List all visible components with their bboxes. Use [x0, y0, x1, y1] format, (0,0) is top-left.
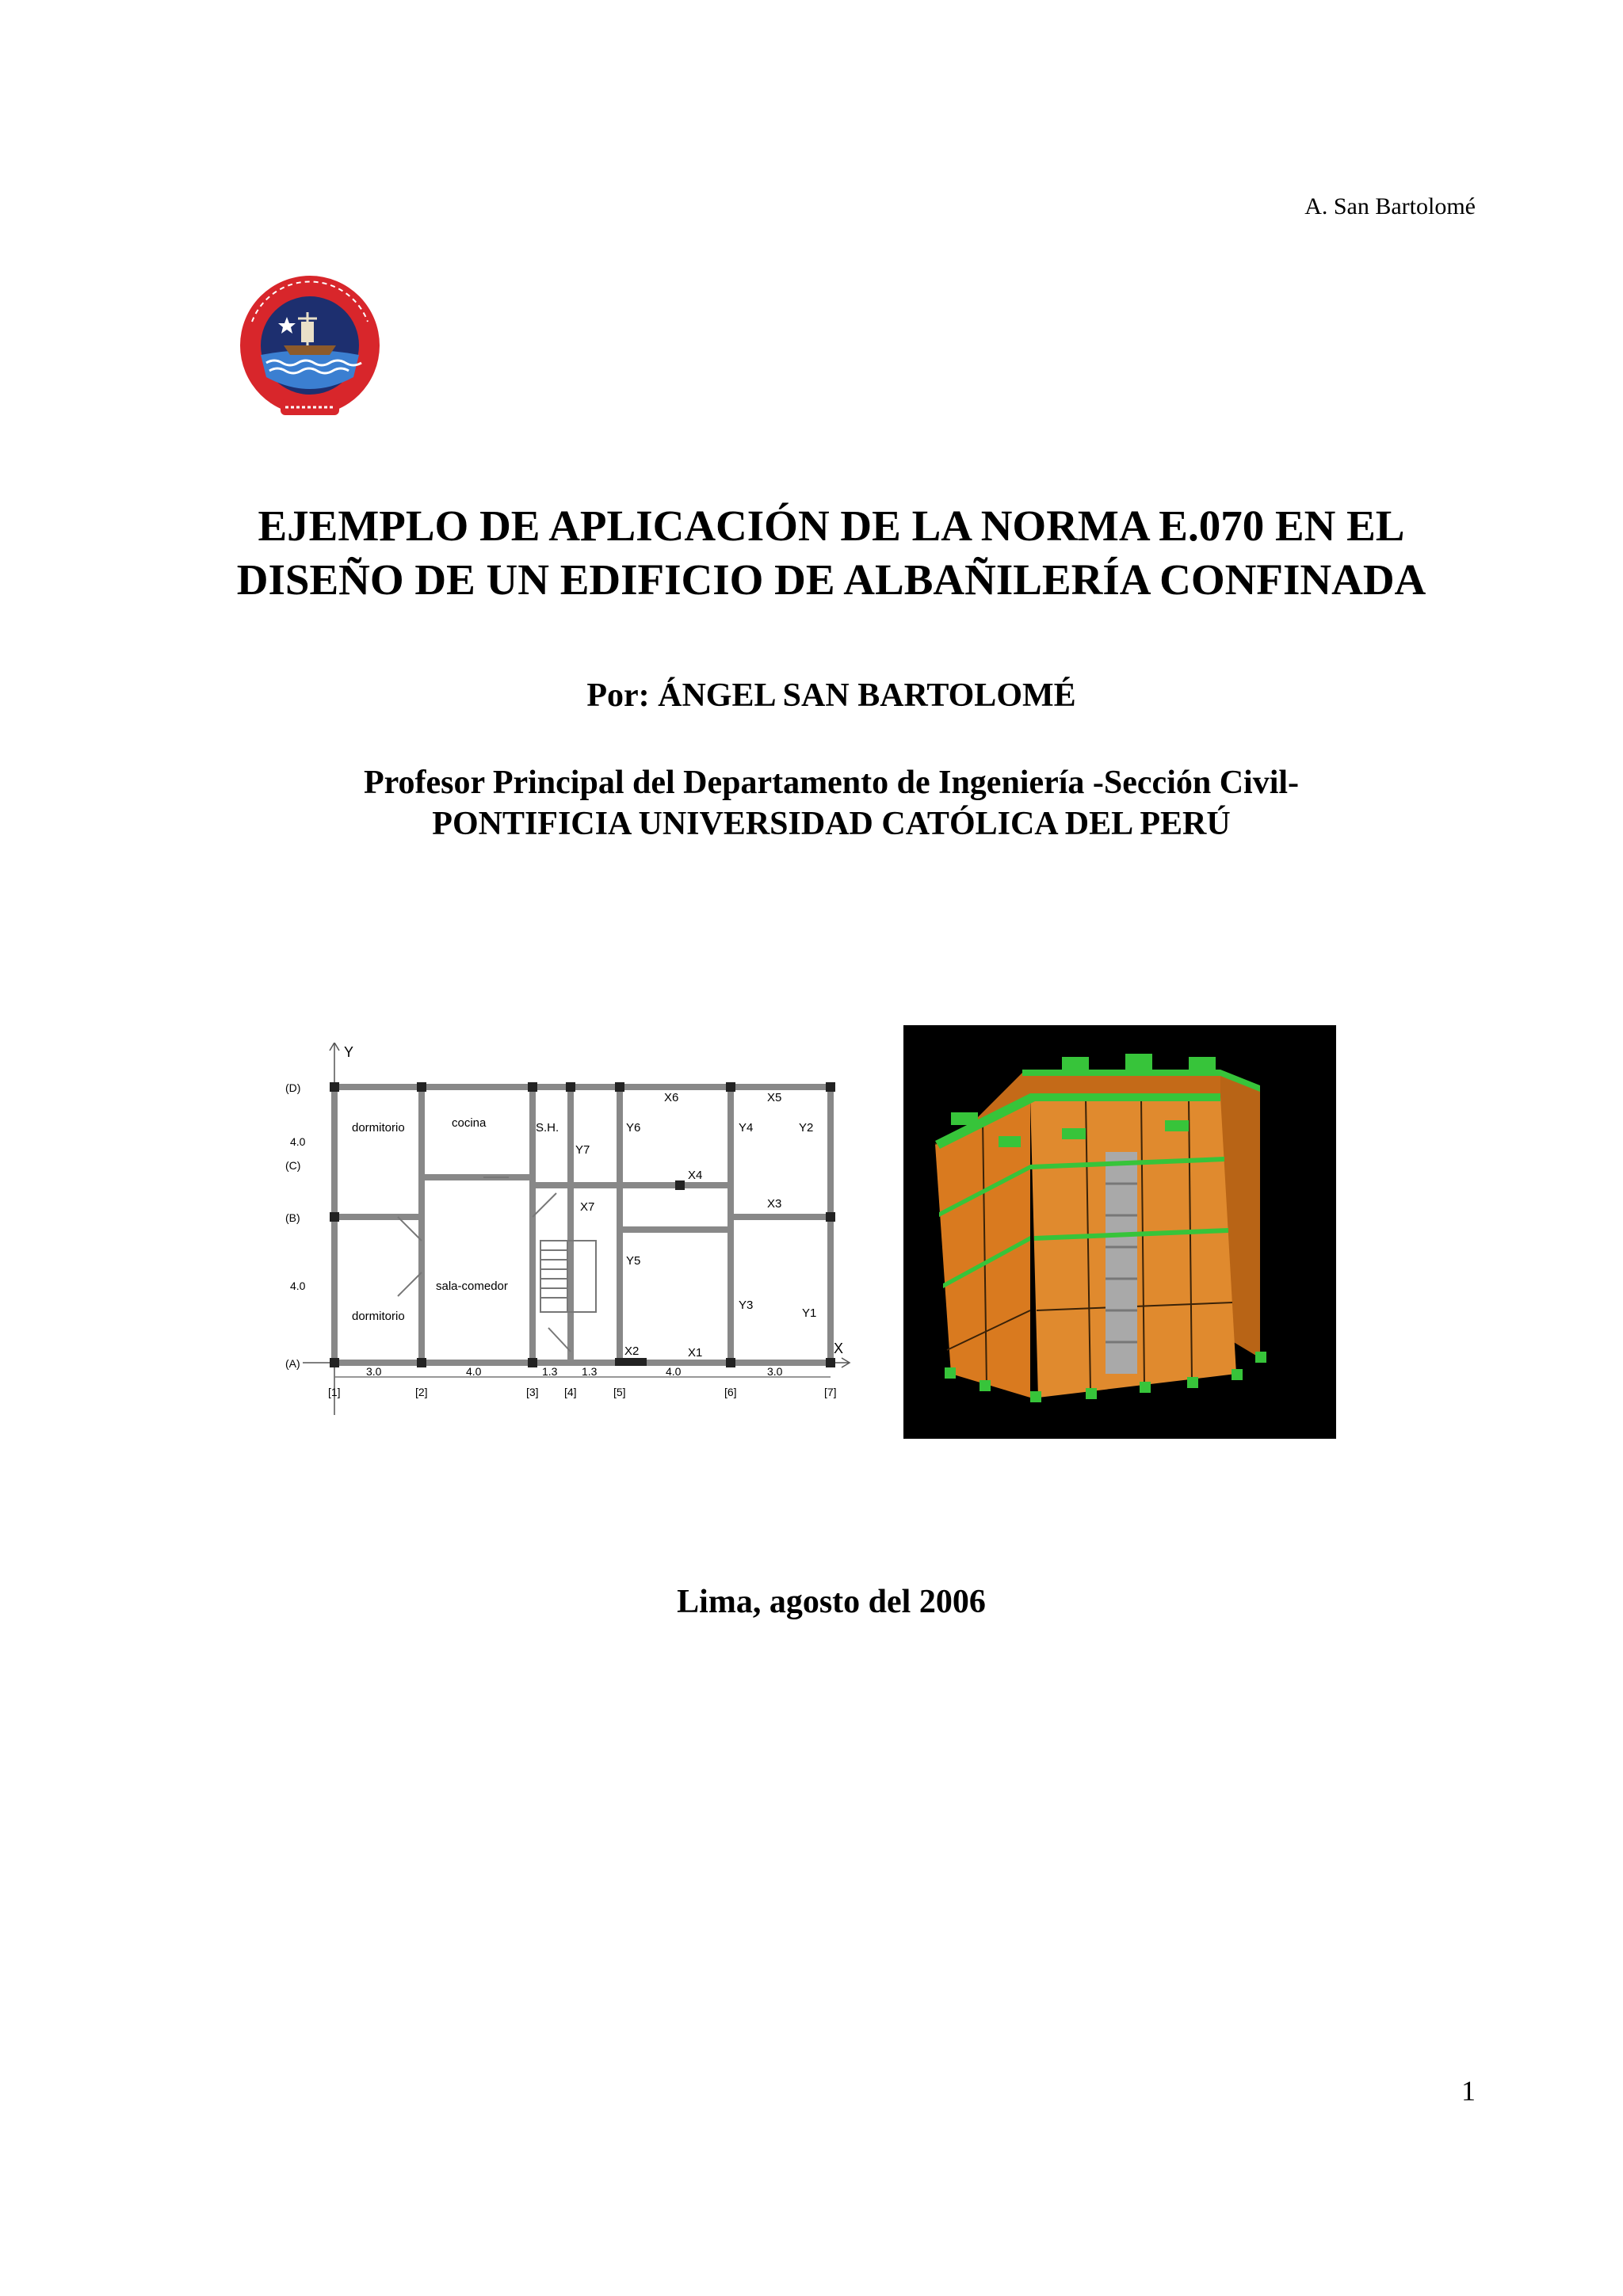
col-axis-5: [5]: [613, 1386, 626, 1398]
dim-x-4: 1.3: [582, 1365, 598, 1378]
affiliation-line-2: PONTIFICIA UNIVERSIDAD CATÓLICA DEL PERÚ: [432, 806, 1231, 842]
place-and-date: Lima, agosto del 2006: [677, 1584, 986, 1620]
row-axis-a: (A): [285, 1357, 300, 1370]
row-axis-d: (D): [285, 1081, 301, 1094]
room-cocina: cocina: [452, 1116, 487, 1130]
affiliation: [0, 762, 1623, 845]
wall-label-y5: Y5: [626, 1254, 641, 1268]
row-axis-b: (B): [285, 1211, 300, 1224]
structural-3d-model-image: [903, 1025, 1336, 1439]
room-sala-comedor: sala-comedor: [436, 1280, 508, 1293]
col-axis-6: [6]: [724, 1386, 737, 1398]
university-seal-logo: [235, 266, 385, 433]
affiliation-line-1: Profesor Principal del Departamento de Ingeniería -Sección Civil-: [363, 765, 1300, 801]
wall-label-y4: Y4: [739, 1121, 754, 1135]
wall-label-y2: Y2: [799, 1121, 814, 1135]
room-dormitorio-top: dormitorio: [352, 1121, 405, 1135]
floor-plan-figure: [279, 1043, 870, 1415]
wall-label-x2: X2: [624, 1344, 640, 1358]
room-sh: S.H.: [536, 1121, 559, 1135]
col-axis-7: [7]: [824, 1386, 837, 1398]
col-axis-1: [1]: [328, 1386, 341, 1398]
page-number: 1: [1461, 2075, 1476, 2107]
col-axis-4: [4]: [564, 1386, 577, 1398]
wall-label-y3: Y3: [739, 1299, 754, 1312]
dim-y-upper: 4.0: [290, 1135, 306, 1148]
wall-label-x3: X3: [767, 1197, 782, 1211]
wall-label-x7: X7: [580, 1200, 595, 1214]
author-line: Por: ÁNGEL SAN BARTOLOMÉ: [586, 677, 1076, 714]
wall-label-x5: X5: [767, 1091, 782, 1104]
wall-label-y6: Y6: [626, 1121, 641, 1135]
dim-x-1: 3.0: [366, 1365, 382, 1378]
row-axis-c: (C): [285, 1159, 301, 1172]
col-axis-2: [2]: [415, 1386, 428, 1398]
dim-x-2: 4.0: [466, 1365, 482, 1378]
dim-y-lower: 4.0: [290, 1280, 306, 1292]
title-line-2: DISEÑO DE UN EDIFICIO DE ALBAÑILERÍA CONFINADA: [236, 555, 1426, 604]
col-axis-3: [3]: [526, 1386, 539, 1398]
dim-x-6: 3.0: [767, 1365, 783, 1378]
room-dormitorio-bottom: dormitorio: [352, 1310, 405, 1323]
header-author: A. San Bartolomé: [1304, 193, 1476, 219]
wall-label-x6: X6: [664, 1091, 679, 1104]
wall-label-y1: Y1: [802, 1306, 817, 1320]
wall-label-x4: X4: [688, 1169, 703, 1182]
document-title: [0, 499, 1623, 607]
wall-label-y7: Y7: [575, 1143, 590, 1157]
axis-y-label: Y: [344, 1044, 354, 1060]
dim-x-3: 1.3: [542, 1365, 558, 1378]
wall-label-x1: X1: [688, 1346, 703, 1360]
title-line-1: EJEMPLO DE APLICACIÓN DE LA NORMA E.070 EN EL: [258, 502, 1405, 550]
dim-x-5: 4.0: [666, 1365, 682, 1378]
axis-x-label: X: [834, 1341, 844, 1356]
